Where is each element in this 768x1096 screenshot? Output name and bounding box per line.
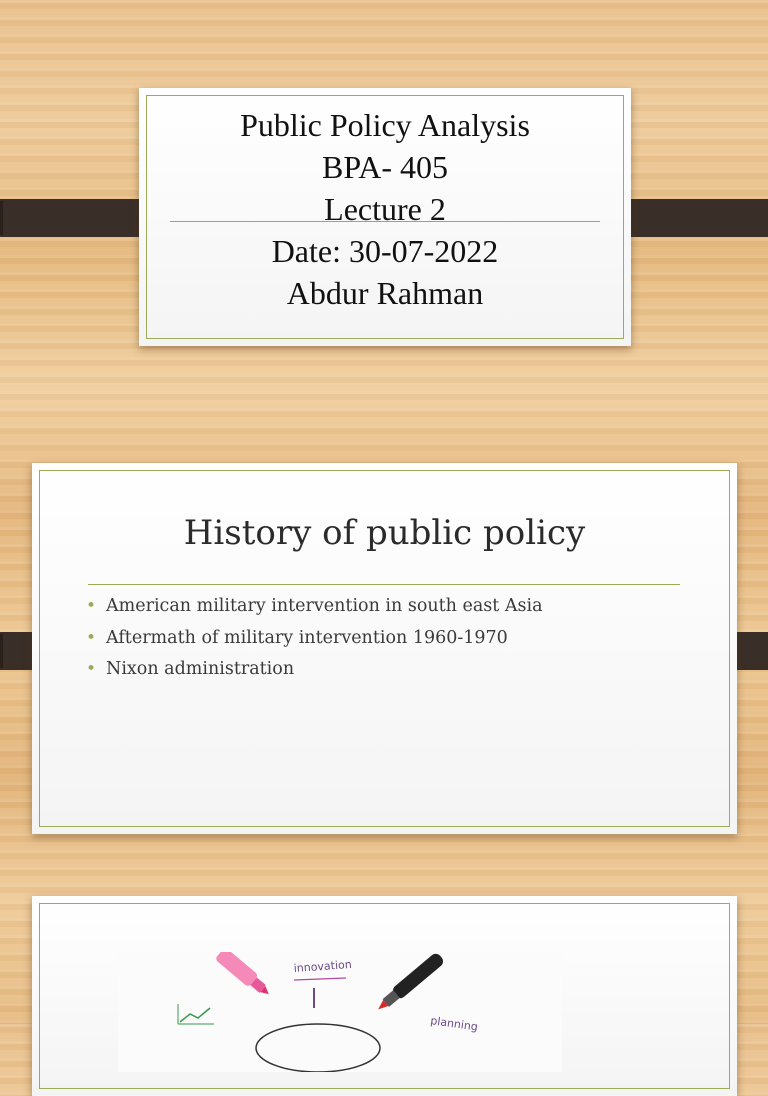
list-item: • Aftermath of military intervention 1960-1970 [86, 623, 543, 655]
slide-1-strap-right [612, 199, 768, 237]
history-slide[interactable] [32, 463, 737, 834]
title-slide[interactable] [139, 88, 631, 346]
image-word-innovation: innovation [293, 957, 353, 975]
lecture-number: Lecture 2 [324, 191, 446, 227]
growth-chart-icon [180, 1008, 210, 1022]
list-item: • Nixon administration [86, 654, 543, 686]
list-item: • American military intervention in south east Asia [86, 591, 543, 623]
black-marker-icon [374, 952, 446, 1015]
image-word-planning: planning [429, 1014, 479, 1034]
author-name: Abdur Rahman [286, 275, 484, 311]
bullet-list [86, 591, 543, 686]
bullet-icon: • [86, 596, 97, 616]
innovation-planning-image [118, 952, 562, 1072]
sketch-illustration [118, 952, 562, 1072]
heading-rule [88, 584, 680, 585]
slide-heading: History of public policy [183, 513, 586, 553]
bullet-icon: • [86, 627, 97, 648]
course-code: BPA- 405 [322, 149, 448, 185]
center-circle-icon [256, 1024, 380, 1072]
image-slide[interactable] [32, 896, 737, 1096]
lecture-date: Date: 30-07-2022 [271, 233, 499, 269]
slide-1-strap-left [0, 199, 156, 237]
title-block [139, 104, 631, 314]
course-title: Public Policy Analysis [240, 107, 530, 143]
bullet-icon: • [86, 659, 97, 679]
pink-highlighter-icon [215, 952, 274, 1000]
